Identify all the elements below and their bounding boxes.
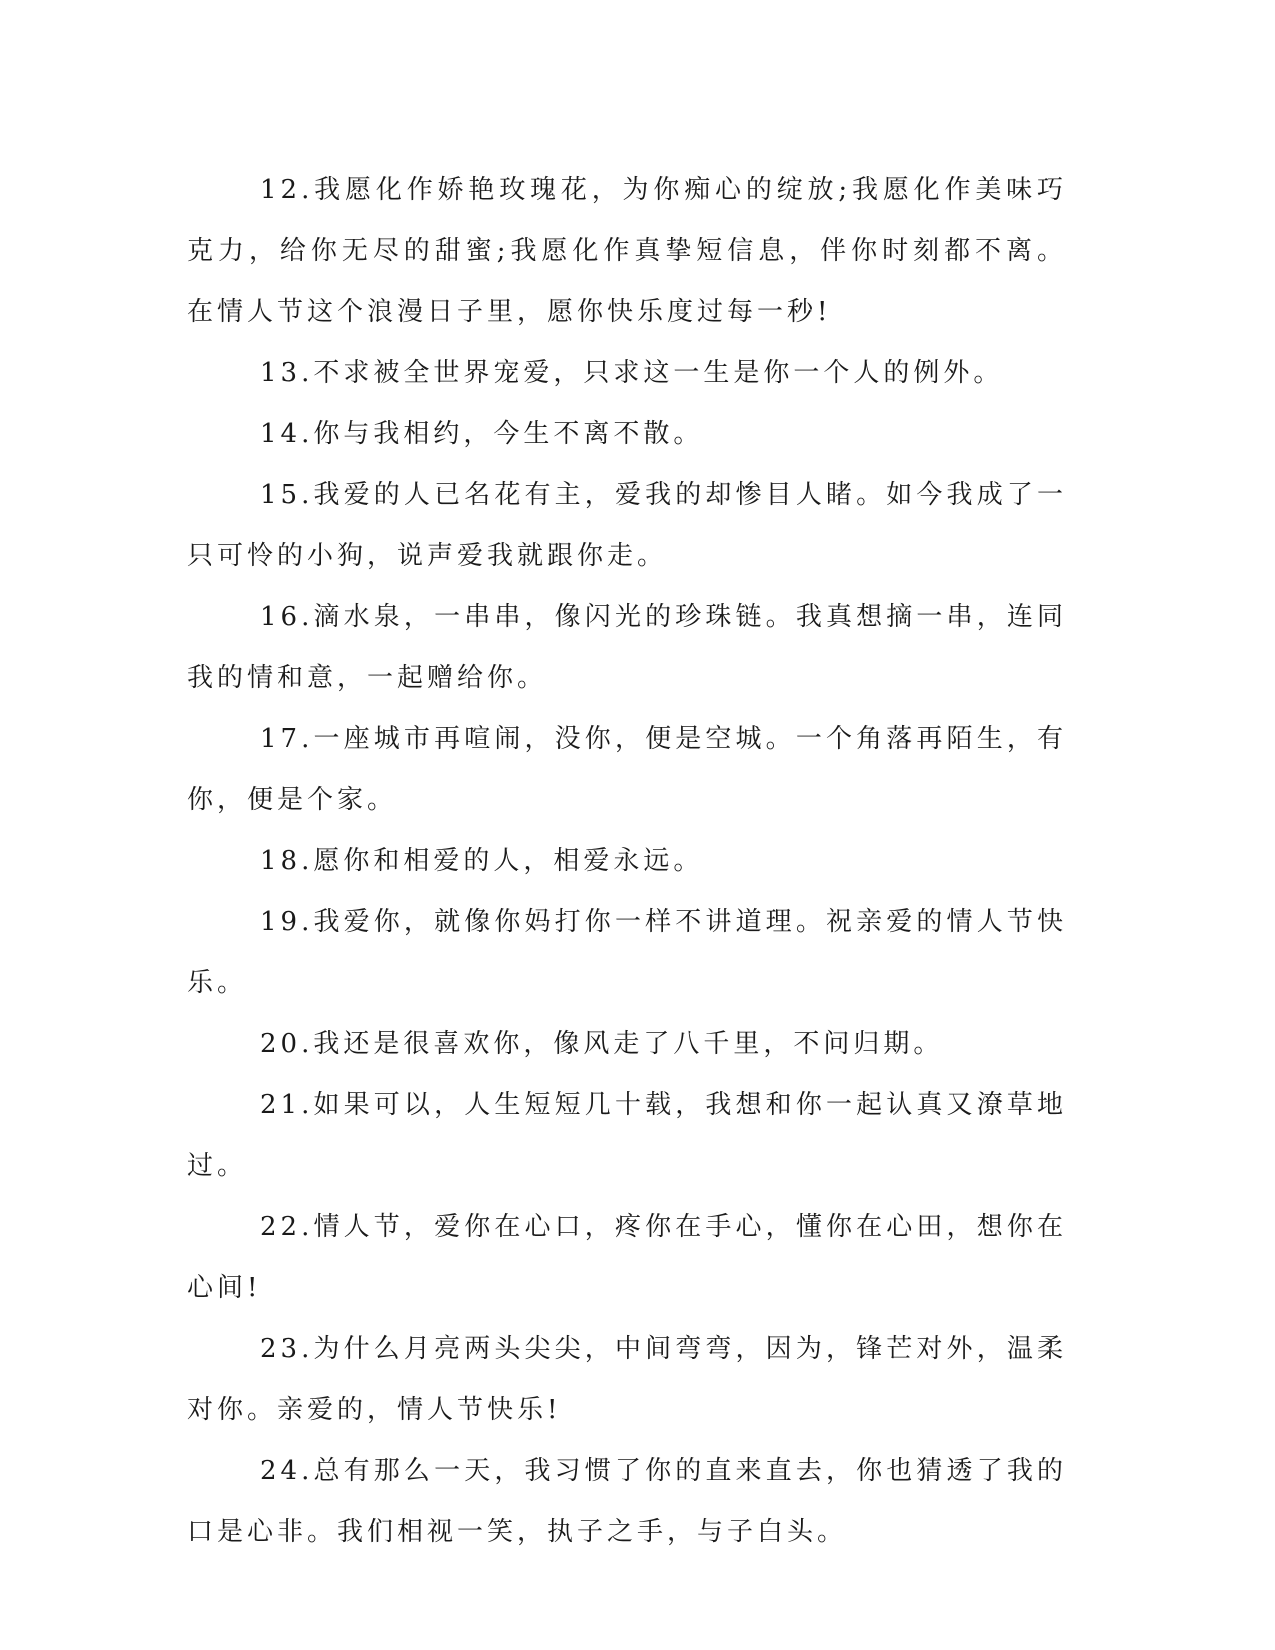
paragraph-14: 14.你与我相约，今生不离不散。 [260, 419, 704, 449]
paragraph-22: 22.情人节，爱你在心口，疼你在手心，懂你在心田，想你在心间! [187, 1212, 1067, 1303]
paragraph-16: 16.滴水泉，一串串，像闪光的珍珠链。我真想摘一串，连同我的情和意，一起赠给你。 [187, 602, 1067, 693]
paragraph-12: 12.我愿化作娇艳玫瑰花，为你痴心的绽放;我愿化作美味巧克力，给你无尽的甜蜜;我愿化作真挚短信息，伴你时刻都不离。在情人节这个浪漫日子里，愿你快乐度过每一秒! [187, 175, 1067, 327]
paragraph-21: 21.如果可以，人生短短几十载，我想和你一起认真又潦草地过。 [187, 1090, 1067, 1181]
paragraph-19: 19.我爱你，就像你妈打你一样不讲道理。祝亲爱的情人节快乐。 [187, 907, 1067, 998]
paragraph-20: 20.我还是很喜欢你，像风走了八千里，不问归期。 [260, 1029, 944, 1059]
paragraph-24: 24.总有那么一天，我习惯了你的直来直去，你也猜透了我的口是心非。我们相视一笑，执子之手，与子白头。 [187, 1456, 1067, 1547]
document-body [187, 160, 1067, 1563]
paragraph-13: 13.不求被全世界宠爱，只求这一生是你一个人的例外。 [260, 358, 1004, 388]
paragraph-17: 17.一座城市再喧闹，没你，便是空城。一个角落再陌生，有你，便是个家。 [187, 724, 1067, 815]
paragraph-18: 18.愿你和相爱的人，相爱永远。 [260, 846, 704, 876]
paragraph-23: 23.为什么月亮两头尖尖，中间弯弯，因为，锋芒对外，温柔对你。亲爱的，情人节快乐! [187, 1334, 1067, 1425]
paragraph-15: 15.我爱的人已名花有主，爱我的却惨目人睹。如今我成了一只可怜的小狗，说声爱我就跟你走。 [187, 480, 1067, 571]
